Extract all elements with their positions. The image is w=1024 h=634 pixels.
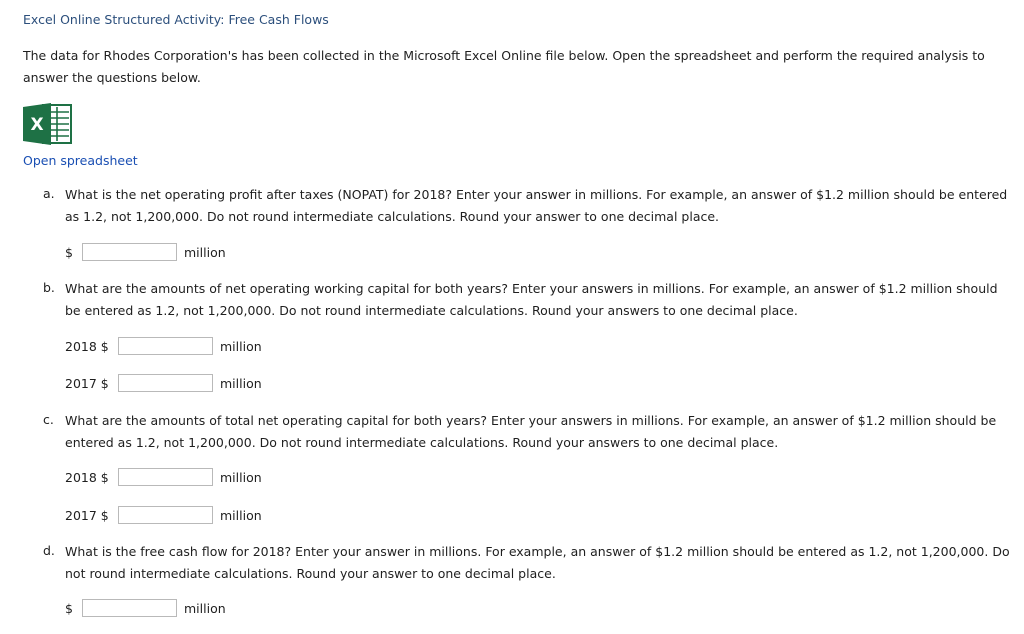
question-a-letter: a. (43, 186, 55, 201)
question-c-2017-unit: million (220, 508, 262, 523)
question-a-unit: million (184, 245, 226, 260)
question-b-2018-label: 2018 $ (65, 339, 109, 354)
question-b-2017-label: 2017 $ (65, 376, 109, 391)
question-c-2018-input[interactable] (118, 468, 213, 486)
question-d-text: What is the free cash flow for 2018? Enter your answer in millions. For example, an answer of $1.2 million should be entered as 1.2, not 1,200,000. Do not round intermediate calculations. Round your answer to one decimal place. (65, 544, 1010, 581)
question-d-input[interactable] (82, 599, 177, 617)
question-b-2017-unit: million (220, 376, 262, 391)
question-b-2018-input[interactable] (118, 337, 213, 355)
open-spreadsheet-link[interactable]: Open spreadsheet (23, 153, 138, 168)
excel-icon[interactable] (23, 103, 73, 145)
question-c-letter: c. (43, 412, 54, 427)
question-c-2017-input[interactable] (118, 506, 213, 524)
svg-text:X: X (30, 115, 44, 135)
question-a-input[interactable] (82, 243, 177, 261)
question-b-text: What are the amounts of net operating working capital for both years? Enter your answers in millions. For example, an answer of $1.2 million should be entered as 1.2, not 1,200,000. Do not round intermediate calculations. Round your answers to one decimal place. (65, 281, 998, 318)
question-d-unit: million (184, 601, 226, 616)
question-b-letter: b. (43, 280, 55, 295)
question-b-2017-input[interactable] (118, 374, 213, 392)
question-d-letter: d. (43, 543, 55, 558)
question-b-2018-unit: million (220, 339, 262, 354)
intro-text: The data for Rhodes Corporation's has been collected in the Microsoft Excel Online file below. Open the spreadsheet and perform the required analysis to answer the questions below. (23, 48, 985, 85)
question-a-text: What is the net operating profit after taxes (NOPAT) for 2018? Enter your answer in millions. For example, an answer of $1.2 million should be entered as 1.2, not 1,200,000. Do not round intermediate calculations. Round your answer to one decimal place. (65, 187, 1008, 224)
question-d-dollar-label: $ (65, 601, 73, 616)
question-c-text: What are the amounts of total net operating capital for both years? Enter your answers in millions. For example, an answer of $1.2 million should be entered as 1.2, not 1,200,000. Do not round intermediate calculations. Round your answers to one decimal place. (65, 413, 997, 450)
question-a-dollar-label: $ (65, 245, 73, 260)
question-c-2018-label: 2018 $ (65, 470, 109, 485)
question-c-2018-unit: million (220, 470, 262, 485)
activity-title: Excel Online Structured Activity: Free Cash Flows (23, 12, 329, 27)
question-c-2017-label: 2017 $ (65, 508, 109, 523)
